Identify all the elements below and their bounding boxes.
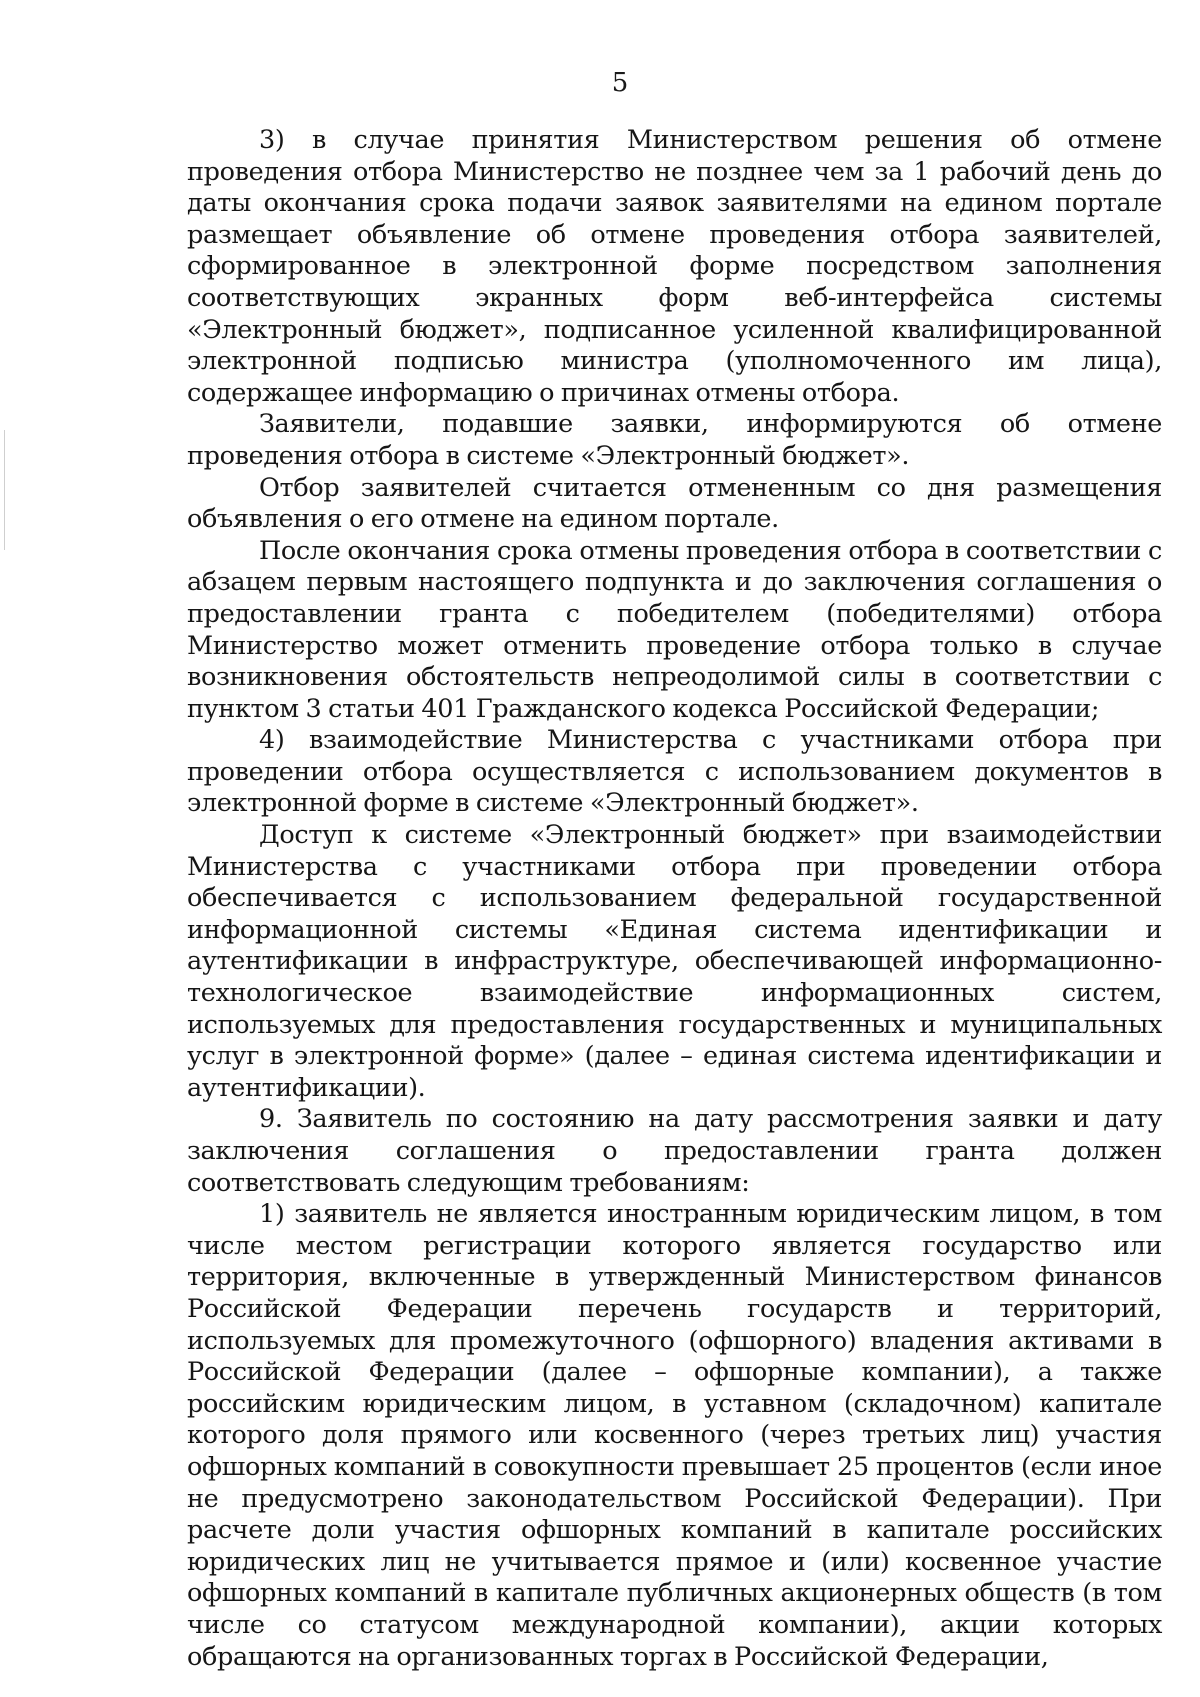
paragraph-requirements-heading: 9. Заявитель по состоянию на дату рассмотрения заявки и дату заключения соглашения о предоставлении гранта должен соответствовать следующим требованиям: (187, 1104, 1162, 1198)
scan-edge-mark (4, 430, 5, 550)
paragraph-access-esia: Доступ к системе «Электронный бюджет» при взаимодействии Министерства с участниками отбора при проведении отбора обеспечивается с использованием федеральной государственной информационной системы «Единая система идентификации и аутентификации в инфраструктуре, обеспечивающей информационно-технологическое взаимодействие информационных систем, используемых для предоставления государственных и муниципальных услуг в электронной форме» (далее – единая система идентификации и аутентификации). (187, 820, 1162, 1103)
paragraph-requirement-offshore: 1) заявитель не является иностранным юридическим лицом, в том числе местом регистрации которого является государство или территория, включенные в утвержденный Министерством финансов Российской Федерации перечень государств и территорий, используемых для промежуточного (офшорного) владения активами в Российской Федерации (далее – офшорные компании), а также российским юридическим лицом, в уставном (складочном) капитале которого доля прямого или косвенного (через третьих лиц) участия офшорных компаний в совокупности превышает 25 процентов (если иное не предусмотрено законодательством Российской Федерации). При расчете доли участия офшорных компаний в капитале российских юридических лиц не учитывается прямое и (или) косвенное участие офшорных компаний в капитале публичных акционерных обществ (в том числе со статусом международной компании), акции которых обращаются на организованных торгах в Российской Федерации, (187, 1199, 1162, 1672)
paragraph-force-majeure: После окончания срока отмены проведения отбора в соответствии с абзацем первым настоящего подпункта и до заключения соглашения о предоставлении гранта с победителем (победителями) отбора Министерство может отменить проведение отбора только в случае возникновения обстоятельств непреодолимой силы в соответствии с пунктом 3 статьи 401 Гражданского кодекса Российской Федерации; (187, 535, 1162, 724)
page-number: 5 (611, 68, 629, 98)
paragraph-cancellation-rule: 3) в случае принятия Министерством решения об отмене проведения отбора Министерство не позднее чем за 1 рабочий день до даты окончания срока подачи заявок заявителями на едином портале размещает объявление об отмене проведения отбора заявителей, сформированное в электронной форме посредством заполнения соответствующих экранных форм веб-интерфейса системы «Электронный бюджет», подписанное усиленной квалифицированной электронной подписью министра (уполномоченного им лица), содержащее информацию о причинах отмены отбора. (187, 125, 1162, 408)
document-body (187, 125, 1162, 1673)
paragraph-applicants-notified: Заявители, подавшие заявки, информируются об отмене проведения отбора в системе «Электронный бюджет». (187, 409, 1162, 471)
paragraph-selection-cancelled: Отбор заявителей считается отмененным со дня размещения объявления о его отмене на едином портале. (187, 472, 1162, 535)
paragraph-interaction-electronic: 4) взаимодействие Министерства с участниками отбора при проведении отбора осуществляется с использованием документов в электронной форме в системе «Электронный бюджет». (187, 725, 1162, 819)
